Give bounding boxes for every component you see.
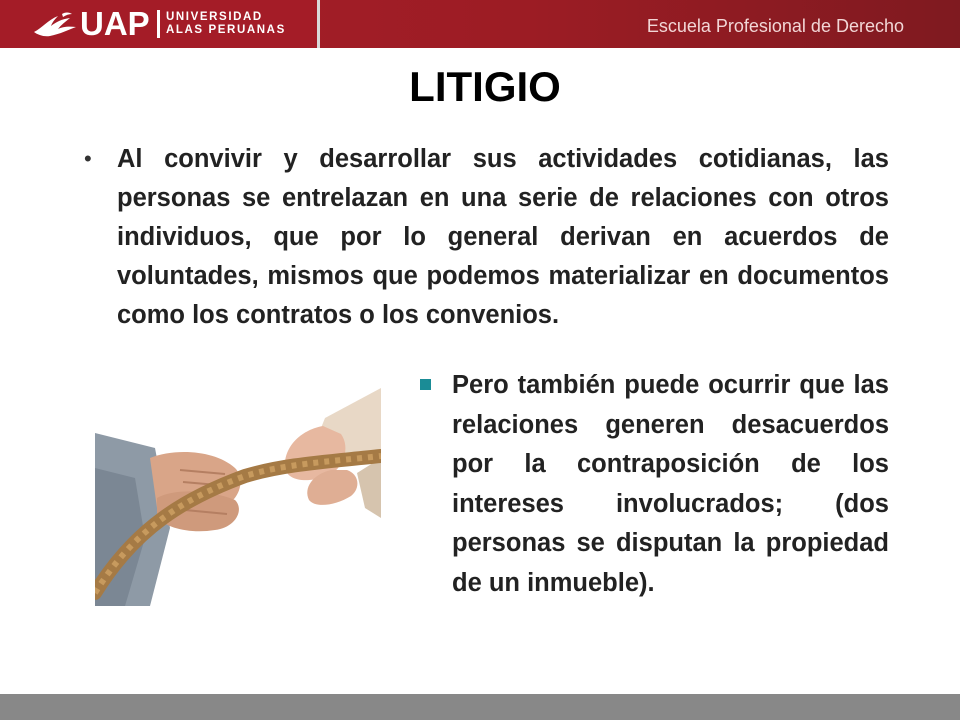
logo-line-universidad: UNIVERSIDAD	[166, 11, 263, 23]
school-name: Escuela Profesional de Derecho	[646, 16, 904, 36]
logo-uap-text: UAP	[80, 5, 150, 42]
header-bar	[0, 0, 960, 48]
logo-line-alas-peruanas: ALAS PERUANAS	[166, 24, 286, 36]
logo-divider	[157, 10, 160, 38]
winged-logo-icon	[32, 10, 78, 38]
footer-bar	[0, 694, 960, 720]
university-logo	[0, 0, 320, 48]
bullet-dot: •	[84, 146, 92, 171]
tug-of-war-hands-rope-photo	[95, 378, 381, 606]
paragraph-conflict: Pero también puede ocurrir que las relaciones generen desacuerdos por la contraposición de los intereses involucrados; (dos personas se disputan la propiedad de un inmueble).	[452, 371, 889, 597]
slide-title: LITIGIO	[409, 63, 561, 110]
paragraph-intro: Al convivir y desarrollar sus actividades cotidianas, las personas se entrelazan en una serie de relaciones con otros individuos, que por lo general derivan en acuerdos de voluntades, mismos que podemos materializar en documentos como los contratos o los convenios.	[117, 145, 889, 329]
bullet-square-icon	[420, 379, 431, 390]
